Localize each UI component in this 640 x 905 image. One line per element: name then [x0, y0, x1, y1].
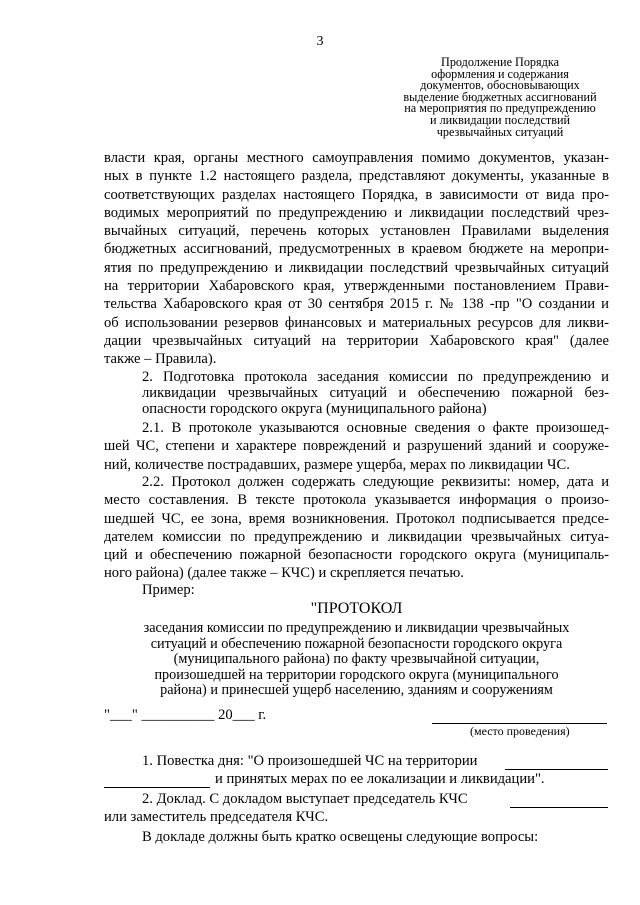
text-line: шей ЧС, степени и характере повреждений и разрушений зданий и сооруже- [104, 438, 609, 455]
text-line: также – Правила). [104, 351, 217, 368]
report-blank [510, 807, 608, 808]
paragraph-2-2 [104, 473, 609, 583]
header-note-line: и ликвидации последствий [430, 112, 570, 127]
protocol-title: "ПРОТОКОЛ [310, 600, 403, 617]
example-label: Пример: [142, 582, 195, 598]
place-caption: (место проведения) [470, 724, 570, 738]
paragraph-2-1 [104, 419, 609, 474]
text-line: ций и обеспечению пожарной безопасности городского округа (муниципаль- [104, 547, 609, 564]
text-line: 2.2. Протокол должен содержать следующие реквизиты: номер, дата и [142, 474, 609, 490]
text-line: дателем комиссии по предупреждению и ликвидации чрезвычайных ситуа- [104, 528, 609, 545]
agenda-blank-2 [104, 787, 210, 788]
subtitle-line: (муниципального района) по факту чрезвычайной ситуации, [173, 651, 540, 667]
heading-line: 2. Подготовка протокола заседания комиссии по предупреждению и [142, 369, 609, 385]
text-line: место составления. В тексте протокола указывается информация о произо- [104, 492, 609, 509]
intro-paragraph [104, 149, 609, 369]
text-line: об использовании резервов финансовых и материальных ресурсов для ликви- [104, 314, 609, 331]
text-line: дации чрезвычайных ситуаций на территории Хабаровского края" (далее [104, 332, 609, 349]
text-line: 2.1. В протоколе указываются основные сведения о факте произошед- [142, 420, 609, 436]
text-line: ятия по предупреждению и ликвидации последствий чрезвычайных ситуаций [104, 259, 609, 276]
subtitle-line: ситуаций и обеспечению пожарной безопасности городского округа [150, 635, 563, 652]
subtitle-line: района) и принесшей ущерб населению, зданиям и сооружениям [160, 682, 553, 698]
header-note-line: чрезвычайных ситуаций [436, 124, 564, 139]
text-line: власти края, органы местного самоуправления помимо документов, указан- [104, 150, 609, 166]
agenda-blank-1 [505, 769, 608, 770]
text-line: ного района) (далее также – КЧС) и скрепляется печатью. [104, 565, 464, 582]
subtitle-line: заседания комиссии по предупреждению и ликвидации чрезвычайных [143, 620, 570, 636]
report-line-1: 2. Доклад. С докладом выступает председатель КЧС [142, 791, 468, 807]
text-line: ных в пункте 1.2 настоящего раздела, представляют документы, указанные в [104, 168, 609, 185]
header-note [392, 57, 608, 138]
header-note-line: Продолжение Порядка [441, 55, 559, 69]
text-line: соответствующих разделах настоящего Порядка, в зависимости от вида про- [104, 186, 609, 203]
questions-line: В докладе должны быть кратко освещены следующие вопросы: [142, 829, 539, 845]
text-line: водимых мероприятий по предупреждению и ликвидации последствий чрез- [104, 204, 609, 221]
header-note-line: документов, обосновывающих [420, 78, 580, 93]
subtitle-line: произошедшей на территории городского округа (муниципального [154, 666, 559, 683]
section-2-heading [104, 369, 609, 417]
header-note-line: выделение бюджетных ассигнований [403, 89, 597, 104]
header-note-line: оформления и содержания [431, 66, 569, 81]
page-number: 3 [316, 34, 324, 49]
agenda-line-1: 1. Повестка дня: "О произошедшей ЧС на территории [142, 753, 478, 769]
agenda-line-2: и принятых мерах по ее локализации и ликвидации". [215, 771, 545, 787]
text-line: бюджетных ассигнований, предусмотренных в краевом бюджете на меропри- [104, 241, 609, 258]
report-line-2: или заместитель председателя КЧС. [104, 809, 329, 825]
heading-line: опасности городского округа (муниципального района) [142, 401, 487, 417]
text-line: тельства Хабаровского края от 30 сентября 2015 г. № 138 -пр "О создании и [104, 296, 609, 313]
text-line: на территории Хабаровского края, утвержденными постановлением Прави- [104, 278, 609, 295]
header-note-line: на мероприятия по предупреждению [404, 101, 596, 116]
date-line: "___" __________ 20___ г. [104, 707, 267, 723]
protocol-subtitle [104, 621, 609, 699]
text-line: шедшей ЧС, ее зона, время возникновения. Протокол подписывается предсе- [104, 510, 609, 527]
text-line: ний, количестве пострадавших, размере ущерба, мерах по ликвидации ЧС. [104, 456, 570, 473]
text-line: вычайных ситуаций, перечень которых установлен Правилами выделения [104, 223, 609, 240]
heading-line: ликвидации чрезвычайных ситуаций и обеспечению пожарной без- [142, 385, 609, 401]
